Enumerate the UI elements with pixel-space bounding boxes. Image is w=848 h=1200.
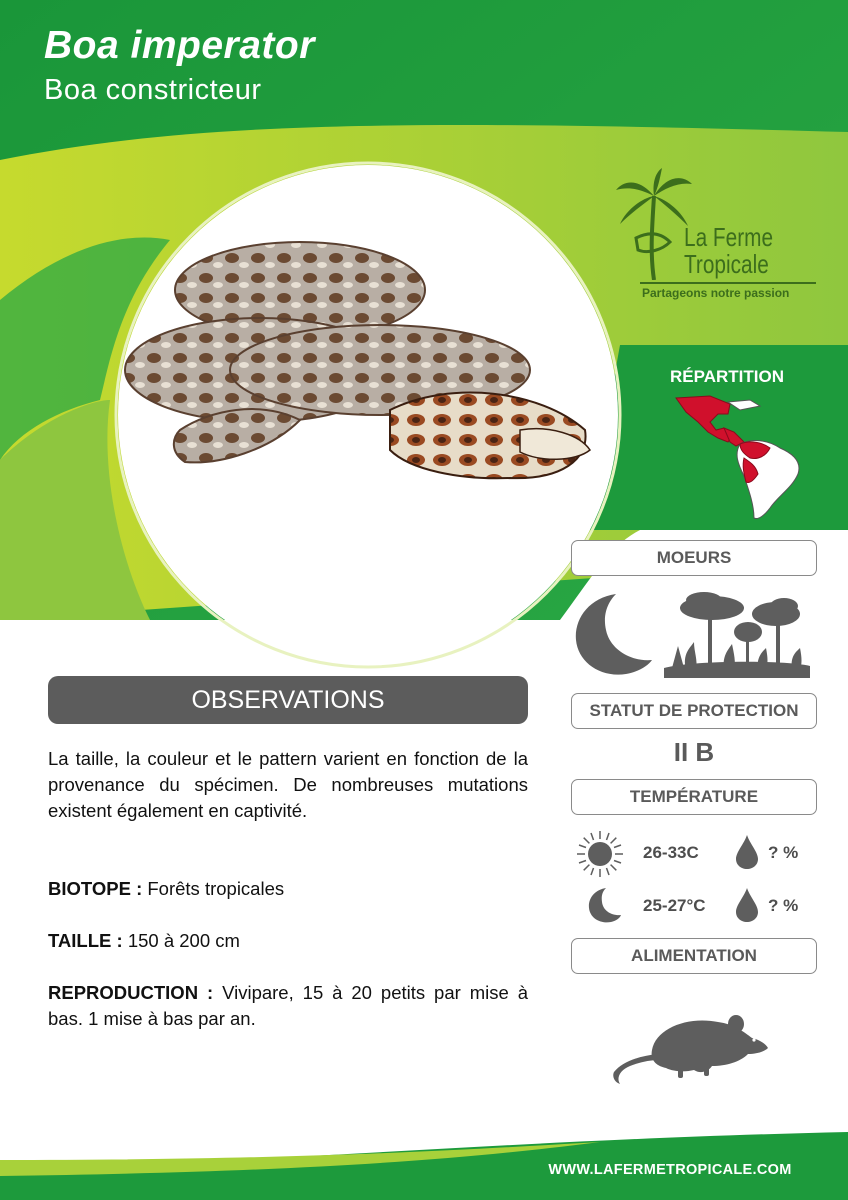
palm-tree-icon <box>614 168 694 280</box>
sun-icon <box>576 830 624 878</box>
taille-row <box>48 928 528 954</box>
biotope-value: Forêts tropicales <box>147 878 285 899</box>
observations-description: La taille, la couleur et le pattern varient en fonction de la provenance du spécimen. De nombreuses mutations existent également en captivité. <box>48 748 528 821</box>
day-temperature: 26-33C <box>643 843 699 862</box>
reproduction-label: REPRODUCTION : <box>48 982 214 1003</box>
water-drop-icon <box>734 834 760 870</box>
water-drop-icon <box>734 887 760 923</box>
moeurs-label: MOEURS <box>571 540 817 576</box>
night-humidity: ? % <box>768 896 799 915</box>
protection-value: II B <box>673 737 715 767</box>
taille-label: TAILLE : <box>48 930 123 951</box>
repartition-label: RÉPARTITION <box>670 367 784 386</box>
logo-line1: La Ferme <box>684 222 774 252</box>
forest-icon <box>664 590 810 678</box>
rodent-icon <box>608 1010 772 1090</box>
reproduction-value: Vivipare, 15 à 20 petits par mise à bas. 1 mise à bas par an. <box>48 982 528 1029</box>
biotope-label: BIOTOPE : <box>48 878 143 899</box>
night-moon-icon <box>586 886 622 924</box>
brand-logo <box>614 168 824 308</box>
snake-photo <box>120 230 600 520</box>
alimentation-label: ALIMENTATION <box>571 938 817 974</box>
protection-label: STATUT DE PROTECTION <box>571 693 817 729</box>
website-link[interactable]: WWW.LAFERMETROPICALE.COM <box>548 1162 792 1178</box>
temperature-label: TEMPÉRATURE <box>571 779 817 815</box>
reproduction-row <box>48 980 528 1032</box>
biotope-row <box>48 876 528 902</box>
common-name: Boa constricteur <box>44 74 262 106</box>
day-humidity: ? % <box>768 843 799 862</box>
logo-line2: Tropicale <box>684 249 769 279</box>
taille-value: 150 à 200 cm <box>127 930 240 951</box>
distribution-map <box>670 392 810 522</box>
moon-icon <box>570 590 654 680</box>
scientific-name: Boa imperator <box>44 24 315 67</box>
night-temperature: 25-27°C <box>643 896 706 915</box>
logo-tagline: Partageons notre passion <box>642 286 790 300</box>
observations-heading: OBSERVATIONS <box>48 676 528 724</box>
